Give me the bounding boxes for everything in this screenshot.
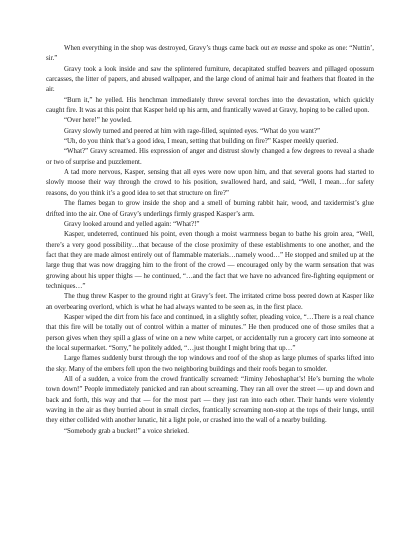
paragraph: The flames began to grow inside the shop and a smell of burning rabbit hair, wood, and taxidermist’s glue drifted into the air. One of Gravy’s underlings firmly grasped Kasper’s arm.: [46, 200, 374, 218]
paragraph: “Uh, do you think that’s a good idea, I mean, setting that building on fire?” Kasper meekly queried.: [64, 138, 339, 146]
paragraph: A tad more nervous, Kasper, sensing that all eyes were now upon him, and that several goons had started to slowly moose their way through the crowd to his position, swallowed hard, and said, “Well, I mean…for safety reasons, do you think it’s a good idea to set that structure on fire?”: [46, 169, 374, 197]
paragraph: “Burn it,” he yelled. His henchman immediately threw several torches into the devastation, which quickly caught fire. It was at this point that Kasper held up his arm, and frantically waved at Gravy, hoping to be called upon.: [46, 96, 374, 115]
paragraph: When everything in the shop was destroyed, Gravy’s thugs came back out en masse and spoke as one: “Nuttin’, sir.”: [46, 45, 374, 63]
paragraph: “Over here!” he yowled.: [64, 117, 132, 125]
paragraph: Gravy looked around and yelled again: “What?!”: [64, 220, 200, 228]
paragraph: “Somebody grab a bucket!” a voice shrieked.: [64, 427, 189, 435]
paragraph: Kasper, undeterred, continued his point, even though a moist warmness began to bathe his groin area, “Well, there’s a very good possibility…that because of the close proximity of these establishments to one another, and the fact that they are made almost entirely out of flammable materials…namely wood…” He stopped and smiled up at the large thug that was now dragging him to the front of the crowd — encouraged only by the warm sensation that was growing about his upper thighs — he continued, “…and the fact that we have no advanced fire-fighting equipment or techniques…”: [46, 231, 374, 290]
page-text: [46, 44, 374, 437]
paragraph: Gravy took a look inside and saw the splintered furniture, decapitated stuffed beavers and pillaged opossum carcasses, the litter of papers, and abused wallpaper, and the large cloud of animal hair and feathers that floated in the air.: [46, 65, 374, 94]
paragraph: Kasper wiped the dirt from his face and continued, in a slightly softer, pleading voice, “…There is a real chance that this fire will be totally out of control within a matter of minutes.” He then produced one of those smiles that a person gives when they spill a glass of wine on a new white carpet, or accidentally run a grocery cart into someone at the local supermarket. “Sorry,” he politely added, “…just thought I might bring that up…”: [46, 313, 374, 352]
paragraph: Gravy slowly turned and peered at him with rage-filled, squinted eyes. “What do you want?”: [64, 127, 321, 135]
paragraph: “What?” Gravy screamed. His expression of anger and distrust slowly changed a few degrees to reveal a shade or two of surprise and puzzlement.: [46, 148, 374, 166]
paragraph: Large flames suddenly burst through the top windows and roof of the shop as large plumes of sparks lifted into the sky. Many of the embers fell upon the two neighboring buildings and their roofs began to smolder.: [46, 355, 374, 373]
paragraph: The thug threw Kasper to the ground right at Gravy’s feet. The irritated crime boss peered down at Kasper like an overbearing overlord, which is what he had always wanted to be seen as, in the first place.: [46, 293, 374, 311]
italic-phrase: en masse: [271, 45, 297, 52]
paragraph: All of a sudden, a voice from the crowd frantically screamed: “Jiminy Jehoshaphat’s! He’s burning the whole town down!” People immediately panicked and ran about screaming. They ran all over the street — up and down and back and forth, this way and that — for the most part — they just ran into each other. Their hands were violently waving in the air as they burried about in small circles, frantically screaming non-stop at the tops of their lungs, until they either collided with another lunatic, hit a light pole, or crashed into the wall of a nearby building.: [46, 376, 374, 425]
